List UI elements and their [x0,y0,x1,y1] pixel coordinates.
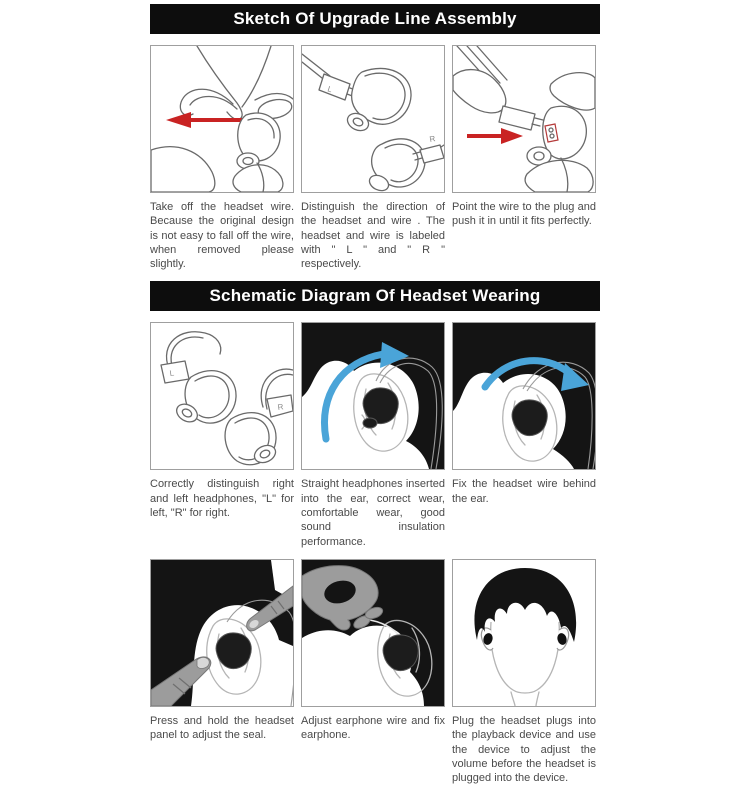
press-panel-illustration [151,560,293,706]
caption-row-wearing-1 [150,477,600,548]
earphone-illustration [383,635,418,671]
panel-row-assembly [150,45,600,193]
red-arrow-icon [467,128,523,144]
panel-adjust-wire [301,559,445,707]
caption-distinguish-direction: Distinguish the direction of the headset and wire . The headset and wire is labeled with " L " and " R " respectively. [301,201,445,271]
banner-title: Schematic Diagram Of Headset Wearing [209,286,541,306]
section-banner-wearing [150,281,600,311]
left-label: L [326,84,334,95]
caption-plug-device: Plug the headset plugs into the playback device and use the device to adjust the volume before the headset is plugged into the device. [452,714,596,785]
panel-fix-wire-behind-ear [452,322,596,470]
right-label: R [277,402,285,413]
caption-row-assembly [150,200,600,271]
insert-into-ear-illustration [302,323,444,469]
caption-plug-in: Point the wire to the plug and push it in until it fits perfectly. [452,201,596,228]
earphone-illustration [237,113,280,169]
fix-wire-illustration [453,323,595,469]
panel-wearing-front [452,559,596,707]
right-label: R [428,134,437,144]
panel-insert-into-ear [301,322,445,470]
banner-title: Sketch Of Upgrade Line Assembly [233,9,517,28]
caption-lr-earphones: Correctly distinguish right and left headphones, "L" for left, "R" for right. [150,478,294,520]
section-banner-assembly [150,4,600,34]
head-front-illustration [453,560,595,706]
adjust-wire-illustration [302,560,444,706]
plug-in-illustration [453,46,595,192]
panel-distinguish-direction [301,45,445,193]
red-arrow-icon [166,112,248,128]
caption-remove-wire: Take off the headset wire. Because the original design is not easy to fall off the wire, when removed please slightly. [150,201,294,271]
left-label: L [169,368,175,379]
panel-press-panel [150,559,294,707]
panel-plug-in [452,45,596,193]
caption-fix-wire: Fix the headset wire behind the ear. [452,478,596,505]
caption-press-panel: Press and hold the headset panel to adjust the seal. [150,714,294,742]
panel-lr-earphones [150,322,294,470]
content-column [150,0,600,785]
panel-row-wearing-1 [150,322,600,470]
panel-row-wearing-2 [150,559,600,707]
remove-wire-illustration [151,46,293,192]
earphone-illustration [216,633,251,669]
caption-row-wearing-2 [150,714,600,785]
lr-earphones-illustration [151,323,293,469]
distinguish-direction-illustration [302,46,444,192]
panel-remove-wire [150,45,294,193]
earphone-illustration [512,400,547,436]
caption-insert-into-ear: Straight headphones inserted into the ear, correct wear, comfortable wear, good sound insulation performance. [301,478,445,548]
earphone-illustration [527,106,586,165]
earphone-illustration [225,413,278,466]
earphone-illustration [345,68,425,192]
caption-adjust-wire: Adjust earphone wire and fix earphone. [301,714,445,742]
